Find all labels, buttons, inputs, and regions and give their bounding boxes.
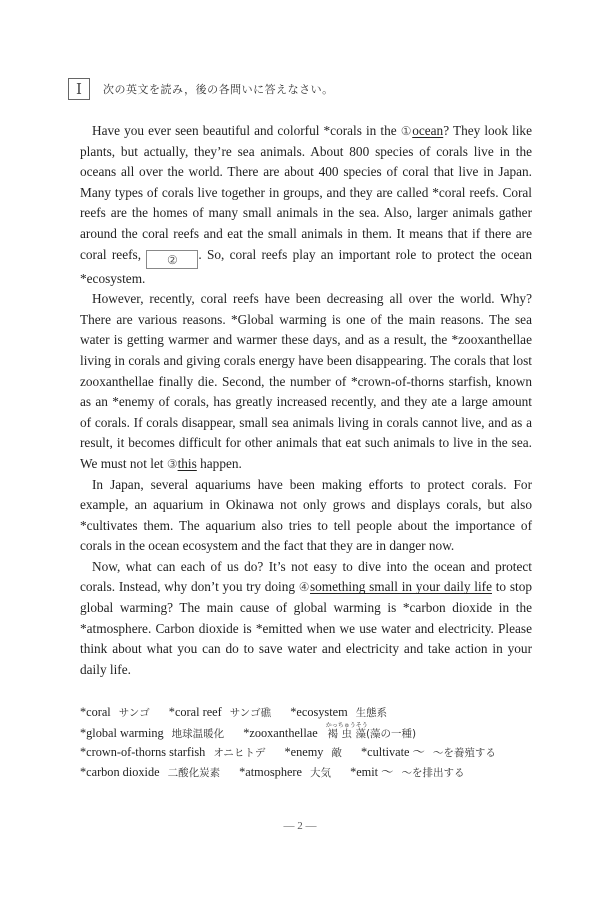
glossary-item: *coral サンゴ: [80, 705, 150, 719]
underlined-ocean: ocean: [412, 123, 444, 138]
question-marker-4: ④: [298, 580, 310, 595]
glossary-line: [80, 702, 550, 722]
glossary-line: [80, 722, 550, 742]
paragraph-2: However, recently, coral reefs have been decreasing all over the world. Why? There are various reasons. *Global warming is one of the main reasons. The sea water is getting warmer and warmer these days, and as a result, the *zooxanthellae living in corals and giving corals energy have been disappearing. The corals that lost zooxanthellae finally die. Second, the number of *crown-of-thorns starfish, known as an *enemy of corals, has greatly increased recently, and they ate a large amount of corals. If corals disappear, small sea animals living in corals cannot live, and as a result, it becomes difficult for other animals that eat such animals to live in the sea. We must not let ③this happen.: [80, 291, 532, 471]
glossary-item: *emit ～ ～を排出する: [350, 765, 465, 779]
glossary-item: *global warming 地球温暖化: [80, 726, 225, 740]
glossary-item: *atmosphere 大気: [239, 765, 331, 779]
page-number: — 2 —: [283, 820, 317, 832]
reading-passage: [80, 121, 532, 680]
question-header: [68, 78, 334, 100]
answer-blank-2: ②: [146, 250, 198, 269]
instruction-text: 次の英文を読み，後の各問いに答えなさい。: [103, 83, 334, 96]
glossary-item: *carbon dioxide 二酸化炭素: [80, 765, 221, 779]
paragraph-4: Now, what can each of us do? It’s not easy to dive into the ocean and protect corals. Instead, why don’t you try doing ④something small in your daily life to stop global warming? The main cause of global warming is *carbon dioxide in the *atmosphere. Carbon dioxide is *emitted when we use water and electricity. Please think about what you can do to save water and electricity and take action in your daily life.: [80, 558, 532, 677]
underlined-something-small: something small in your daily life: [309, 579, 492, 595]
paragraph-1: Have you ever seen beautiful and colorful *corals in the ①ocean? They look like plants, but actually, they’re sea animals. About 800 species of corals live in the oceans all over the world. There are about 400 species of coral that live in Japan. Many types of corals live together in groups, and they are called *coral reefs. Coral reefs are the homes of many small animals in the sea. Also, larger animals gather around the coral reefs and eat the small animals in them. It means that if there are coral reefs, ② . So, coral reefs play an important role to protect the ocean *ecosystem.: [80, 123, 532, 286]
paragraph-3: In Japan, several aquariums have been making efforts to protect corals. For example, an aquarium in Okinawa not only grows and displays corals, but also *cultivates them. The aquarium also tries to tell people about the importance of corals in the ocean ecosystem and the fact that they are in danger now.: [80, 476, 532, 554]
question-number-box: Ⅰ: [68, 78, 90, 100]
glossary-item: *ecosystem 生態系: [290, 705, 388, 719]
question-marker-1: ①: [400, 124, 413, 138]
glossary: [80, 702, 550, 782]
glossary-item: *crown-of-thorns starfish オニヒトデ: [80, 745, 266, 759]
underlined-this: this: [177, 455, 197, 471]
glossary-item: *zooxanthellae 褐虫藻かっちゅうそう(藻の一種): [243, 722, 417, 740]
furigana: かっちゅうそう: [325, 722, 368, 729]
glossary-item: *enemy 敵: [284, 745, 342, 759]
glossary-item: *coral reef サンゴ礁: [168, 705, 272, 719]
glossary-line: [80, 742, 550, 762]
question-marker-3: ③: [166, 456, 178, 471]
glossary-item: *cultivate ～ ～を養殖する: [361, 745, 496, 759]
glossary-line: [80, 762, 550, 782]
